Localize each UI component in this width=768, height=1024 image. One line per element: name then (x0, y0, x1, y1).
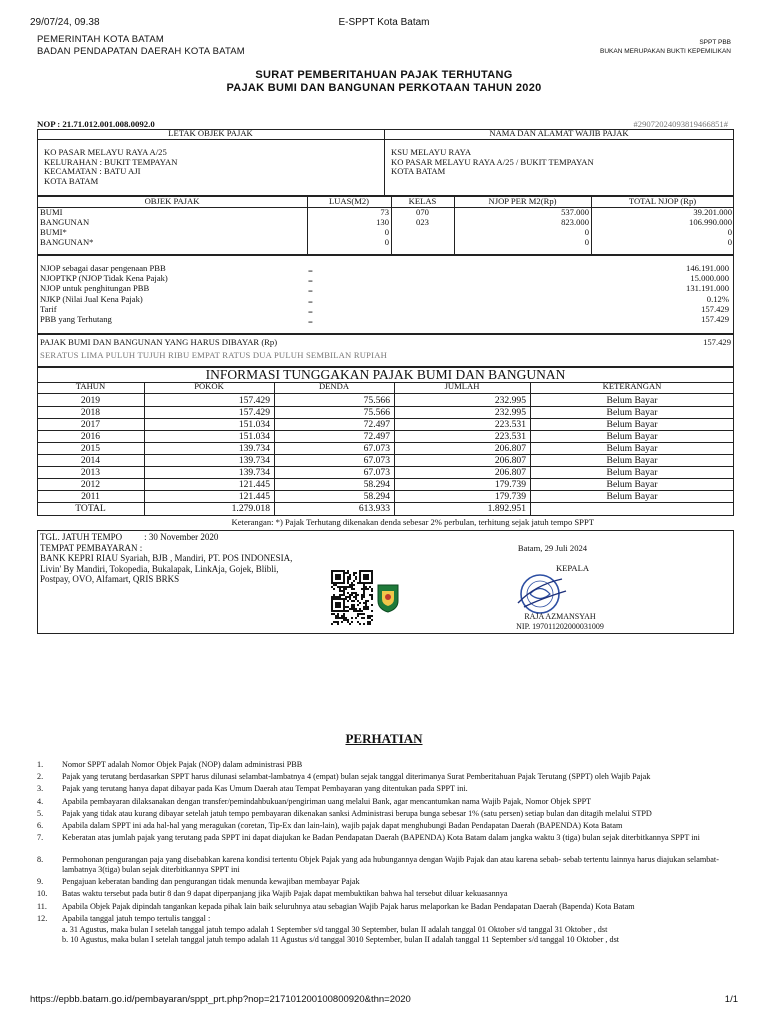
perhatian-item: Pengajuan keberatan banding dan pengurangan tidak menunda kewajiban membayar Pajak (62, 877, 360, 887)
document-title (0, 69, 768, 95)
arrears-cell: 139.734 (238, 467, 270, 478)
arrears-cell: 72.497 (363, 431, 390, 442)
arrears-cell: 75.566 (363, 407, 390, 418)
perhatian-number: 11. (37, 901, 47, 911)
col-objek-pajak: OBJEK PAJAK (144, 196, 200, 206)
calc-value: 157.429 (701, 303, 729, 314)
perhatian-item: Apabila Objek Pajak dipindah tangankan kepada pihak lain baik seluruhnya atau sebagian Wajib Pajak harus melaporkan ke Badan Pendapatan Daerah (Bapenda) Kota Batam (62, 901, 635, 911)
arrears-cell: Belum Bayar (606, 491, 658, 502)
arrears-cell: 206.807 (494, 467, 526, 478)
wajib-line: KSU MELAYU RAYA (391, 147, 472, 157)
perhatian-number: 7. (37, 833, 44, 843)
arrears-cell: 67.073 (363, 467, 390, 478)
objek-cell: 0 (584, 227, 589, 237)
objek-cell: 537.000 (561, 207, 589, 217)
col-divider (144, 382, 145, 516)
objek-cell: 73 (380, 207, 389, 217)
arrears-col-keterangan: KETERANGAN (602, 381, 662, 391)
col-njop-per-m2: NJOP PER M2(Rp) (488, 196, 557, 206)
arrears-cell: 206.807 (494, 455, 526, 466)
calc-equals: = (308, 306, 313, 317)
amount-due-value: 157.429 (703, 337, 731, 347)
calc-value: 131.191.000 (686, 283, 729, 294)
arrears-cell: 223.531 (494, 419, 526, 430)
arrears-note: Keterangan: *) Pajak Terhutang dikenakan denda sebesar 2% perbulan, terhitung sejak jatuh tempo SPPT (231, 517, 594, 527)
arrears-cell: 72.497 (363, 419, 390, 430)
arrears-cell: 2018 (80, 407, 101, 418)
payment-info (40, 532, 292, 585)
arrears-cell: Belum Bayar (606, 431, 658, 442)
gov-line-2: BADAN PENDAPATAN DAERAH KOTA BATAM (37, 46, 245, 57)
arrears-cell: 121.445 (238, 479, 270, 490)
calc-equals: = (308, 276, 313, 287)
perhatian-number: 1. (37, 760, 44, 769)
arrears-cell: Belum Bayar (606, 407, 658, 418)
lokasi-line: KO PASAR MELAYU RAYA A/25 (44, 147, 167, 157)
objek-cell: 023 (416, 217, 429, 227)
divider (384, 139, 734, 140)
calc-value: 157.429 (701, 314, 729, 324)
calc-value: 0.12% (706, 293, 729, 304)
wajib-address (391, 148, 594, 177)
calc-equals: = (308, 266, 313, 276)
sppt-label-block (600, 38, 731, 56)
arrears-cell: 2011 (81, 491, 100, 502)
amount-due-label: PAJAK BUMI DAN BANGUNAN YANG HARUS DIBAYAR (Rp) (40, 337, 278, 347)
arrears-col-tahun: TAHUN (75, 381, 106, 391)
perhatian-item: Pajak yang terutang berdasarkan SPPT harus dilunasi selambat-lambatnya 4 (empat) bulan sejak tanggal diterimanya Surat Pemberitahuan Pajak Terutang (SPPT) oleh Wajib Pajak (62, 772, 651, 782)
sppt-note: BUKAN MERUPAKAN BUKTI KEPEMILIKAN (600, 48, 731, 55)
perhatian-subitem: b. 10 Agustus, maka bulan I setelah tanggal jatuh tempo adalah 11 Agustus s/d tanggal 3010 September, bulan II adalah tanggal 11 September s/d tanggal 10 Oktober , dst (62, 935, 620, 944)
arrears-cell: 2012 (80, 479, 101, 490)
lokasi-line: KELURAHAN : BUKIT TEMPAYAN (44, 156, 178, 167)
wajib-header: NAMA DAN ALAMAT WAJIB PAJAK (489, 128, 629, 138)
calc-value: 15.000.000 (690, 273, 729, 284)
perhatian-number: 3. (37, 784, 44, 794)
arrears-cell: 67.073 (363, 455, 390, 466)
payment-place-line: Postpay, OVO, Alfamart, QRIS BRKS (40, 574, 180, 584)
calc-label: PBB yang Terhutang (40, 314, 112, 324)
document-code: #290720240938194668​51# (633, 119, 728, 129)
col-total-njop: TOTAL NJOP (Rp) (628, 196, 697, 206)
objek-cell: 0 (584, 237, 589, 247)
title-line-1: SURAT PEMBERITAHUAN PAJAK TERHUTANG (255, 69, 513, 81)
calc-equals: = (308, 296, 313, 307)
arrears-cell: 157.429 (238, 407, 270, 418)
lokasi-address (44, 148, 177, 186)
lokasi-line: KOTA BATAM (44, 175, 99, 186)
arrears-cell: 232.995 (494, 395, 526, 406)
arrears-cell: 179.739 (494, 491, 526, 502)
arrears-col-denda: DENDA (318, 381, 350, 391)
official-stamp-icon (510, 573, 570, 615)
objek-cell: BUMI* (40, 227, 67, 237)
due-date-value: : 30 November 2020 (144, 532, 219, 542)
print-page-title: E-SPPT Kota Batam (338, 17, 430, 28)
arrears-cell: 223.531 (494, 431, 526, 442)
calc-label: NJKP (Nilai Jual Kena Pajak) (40, 293, 143, 304)
calc-value: 146.191.000 (686, 263, 729, 273)
government-header (37, 34, 245, 58)
arrears-cell: Belum Bayar (606, 443, 658, 454)
payment-place-line: BANK KEPRI RIAU Syariah, BJB , Mandiri, PT. POS INDONESIA, (40, 553, 293, 563)
arrears-cell: 2014 (80, 455, 101, 466)
objek-cell: 130 (376, 217, 389, 227)
lokasi-line: KECAMATAN : BATU AJI (44, 166, 141, 177)
lokasi-header: LETAK OBJEK PAJAK (168, 128, 253, 138)
arrears-cell: TOTAL (75, 503, 106, 514)
arrears-cell: Belum Bayar (606, 455, 658, 466)
perhatian-item: Permohonan pengurangan paja yang disebabkan karena kondisi tertentu Objek Pajak yang ada hubungannya dengan Wajib Pajak dan atau karena sebab- sebab tertentu lainnya harus diajukan selambat-lambatnya 3(tiga) bulan sejak diterbitkannya SPPT ini (62, 855, 719, 875)
objek-cell: 823.000 (561, 217, 589, 227)
arrears-cell: Belum Bayar (606, 467, 658, 478)
objek-cell: 0 (727, 237, 732, 247)
arrears-cell: 2016 (80, 431, 101, 442)
divider (37, 139, 384, 140)
signatory-name: RAJA AZMANSYAH (524, 612, 596, 621)
divider (37, 393, 734, 394)
calc-label: NJOP sebagai dasar pengenaan PBB (40, 263, 166, 273)
calc-label: NJOPTKP (NJOP Tidak Kena Pajak) (40, 273, 168, 284)
arrears-title: INFORMASI TUNGGAKAN PAJAK BUMI DAN BANGUNAN (205, 367, 566, 382)
due-date-label: TGL. JATUH TEMPO (40, 532, 123, 542)
objek-cell: 0 (384, 237, 389, 247)
arrears-cell: 2017 (80, 419, 101, 430)
arrears-cell: 75.566 (363, 395, 390, 406)
objek-cell: 070 (416, 207, 429, 217)
arrears-cell: 157.429 (238, 395, 270, 406)
perhatian-item: Pajak yang terutang hanya dapat dibayar pada Kas Umum Daerah atau Tempat Pembayaran yang ditentukan pada SPPT ini. (62, 784, 468, 794)
col-kelas: KELAS (408, 196, 437, 206)
col-divider (530, 382, 531, 516)
arrears-cell: 179.739 (494, 479, 526, 490)
perhatian-subitem: a. 31 Agustus, maka bulan I setelah tanggal jatuh tempo adalah 1 September s/d tanggal 30 September, bulan II adalah tanggal 01 Oktober s/d tanggal 31 Oktober , dst (62, 925, 608, 934)
nop-number: NOP : 21.71.012.001.008.0092.0 (37, 119, 155, 129)
arrears-cell: 139.734 (238, 443, 270, 454)
objek-cell: BANGUNAN (40, 217, 90, 227)
payment-place-label: TEMPAT PEMBAYARAN : (40, 542, 143, 553)
objek-cell: 106.990.000 (689, 217, 732, 227)
calc-label: NJOP untuk penghitungan PBB (40, 283, 150, 294)
objek-cell: 0 (727, 227, 732, 237)
perhatian-item: Apabila dalam SPPT ini ada hal-hal yang meragukan (coretan, Tip-Ex dan lain-lain), wajib pajak dapat menghubungi Badan Pendapatan Daerah (BAPENDA) Kota Batam (62, 821, 623, 830)
arrears-cell: 58.294 (363, 491, 390, 502)
calc-label: Tarif (40, 303, 57, 314)
arrears-cell: 613.933 (358, 503, 390, 514)
objek-cell: 39.201.000 (693, 207, 732, 217)
perhatian-title: PERHATIAN (345, 731, 423, 746)
col-luas: LUAS(M2) (328, 196, 370, 206)
arrears-cell: 58.294 (363, 479, 390, 490)
print-datetime: 29/07/24, 09.38 (30, 17, 100, 28)
perhatian-number: 6. (37, 821, 44, 830)
arrears-cell: 151.034 (238, 431, 270, 442)
qr-code (330, 569, 374, 627)
perhatian-item: Pajak yang tidak atau kurang dibayar setelah jatuh tempo pembayaran dikenakan sanksi Administrasi berupa bunga sebesar 1% (satu persen) setiap bulan dan ditagih melalui STPD (62, 808, 652, 818)
perhatian-item: Batas waktu tersebut pada butir 8 dan 9 dapat diperpanjang jika Wajib Pajak dapat membuktikan bahwa hal tersebut diluar kekuasannya (62, 889, 508, 899)
perhatian-item: Nomor SPPT adalah Nomor Objek Pajak (NOP) dalam administrasi PBB (62, 760, 303, 769)
col-divider (394, 382, 395, 516)
arrears-cell: Belum Bayar (606, 479, 658, 490)
objek-cell: 0 (384, 227, 389, 237)
arrears-cell: 232.995 (494, 407, 526, 418)
arrears-col-jumlah: JUMLAH (444, 381, 480, 391)
signatory-nip: NIP. 197011202000031009 (516, 622, 604, 631)
sppt-label: SPPT PBB (699, 39, 731, 46)
print-page-number: 1/1 (724, 994, 738, 1005)
place-date: Batam, 29 Juli 2024 (517, 543, 588, 553)
arrears-cell: 151.034 (238, 419, 270, 430)
arrears-cell: 2019 (80, 395, 101, 406)
perhatian-number: 9. (37, 877, 44, 887)
arrears-col-pokok: POKOK (194, 381, 224, 391)
arrears-cell: 139.734 (238, 455, 270, 466)
arrears-cell: 206.807 (494, 443, 526, 454)
objek-cell: BANGUNAN* (40, 237, 94, 247)
arrears-cell: 121.445 (238, 491, 270, 502)
objek-cell: BUMI (40, 207, 63, 217)
payment-place-line: Livin' By Mandiri, Tokopedia, Bukalapak, LinkAja, Gojek, Blibli, (40, 563, 279, 574)
arrears-cell: 2015 (80, 443, 101, 454)
perhatian-number: 8. (37, 855, 44, 865)
wajib-line: KOTA BATAM (391, 166, 446, 177)
print-url: https://epbb.batam.go.id/pembayaran/sppt_prt.php?nop=217101200100800920&thn=2020 (30, 994, 411, 1005)
wajib-line: KO PASAR MELAYU RAYA A/25 / BUKIT TEMPAYAN (391, 156, 594, 167)
perhatian-number: 4. (37, 796, 44, 806)
arrears-cell: Belum Bayar (606, 419, 658, 430)
arrears-cell: Belum Bayar (606, 395, 658, 406)
perhatian-number: 10. (37, 889, 48, 899)
perhatian-item: Apabila tanggal jatuh tempo tertulis tanggal : (62, 913, 211, 923)
arrears-cell: 67.073 (363, 443, 390, 454)
calc-equals: = (308, 286, 313, 297)
perhatian-item: Keberatan atas jumlah pajak yang terutang pada SPPT ini dapat diajukan ke Badan Pendapatan Daerah (BAPENDA) Kota Batam dalam jangka waktu 3 (tiga) bulan sejak diterbitkannya SPPT ini (62, 833, 700, 843)
signatory-title: KEPALA (555, 563, 590, 573)
perhatian-number: 12. (37, 913, 48, 923)
perhatian-item: Apabila pembayaran dilaksanakan dengan transfer/pemindahbukuan/pengiriman uang melalui Bank, agar mencantumkan nama Wajib Pajak, Nomor Objek SPPT (62, 796, 592, 806)
qr-code-graphic (330, 569, 374, 627)
arrears-cell: 1.279.018 (231, 503, 270, 514)
gov-line-1: PEMERINTAH KOTA BATAM (37, 34, 165, 45)
perhatian-number: 2. (37, 772, 44, 782)
calc-equals: = (308, 317, 313, 327)
title-line-2: PAJAK BUMI DAN BANGUNAN PERKOTAAN TAHUN 2020 (226, 82, 542, 94)
arrears-cell: 1.892.951 (487, 503, 526, 514)
col-divider (274, 382, 275, 516)
arrears-cell: 2013 (80, 467, 101, 478)
amount-in-words: SERATUS LIMA PULUH TUJUH RIBU EMPAT RATUS DUA PULUH SEMBILAN RUPIAH (40, 350, 388, 360)
city-emblem-icon (376, 583, 400, 613)
perhatian-number: 5. (37, 808, 44, 818)
